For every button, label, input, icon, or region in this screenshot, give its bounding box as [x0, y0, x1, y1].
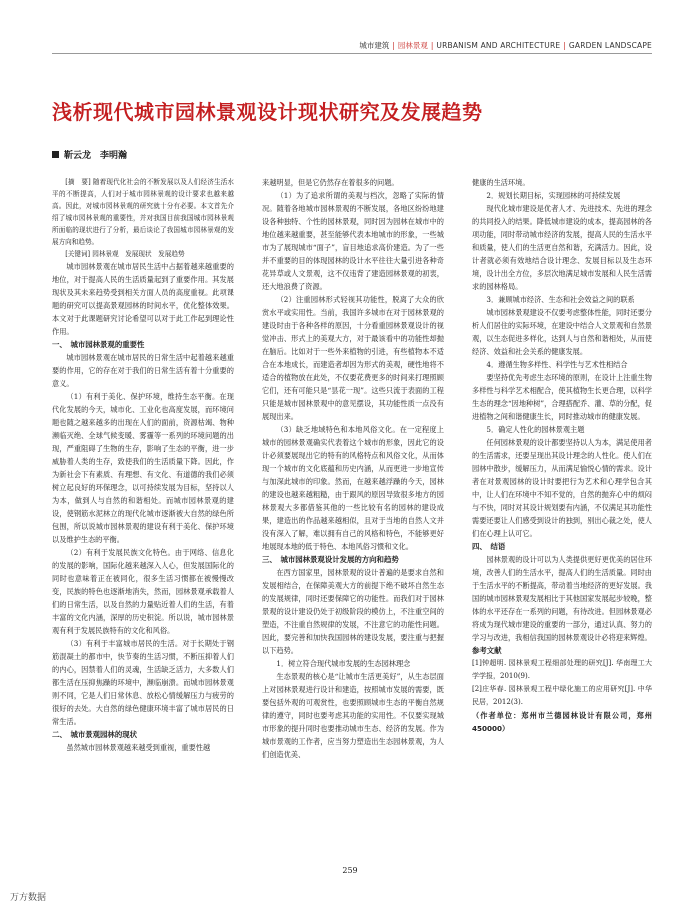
article-authors: [52, 148, 127, 161]
header-category-en-urban: URBANISM AND ARCHITECTURE: [436, 41, 561, 50]
paragraph: 任何园林景观的设计都要坚持以人为本，满足使用者的生活需求，还要呈现出其设计理念的人性化。使人们在园林中散步，缓解压力，从而满足愉悦心情的需求。设计者在对景观园林的设计时要把行为艺术和心理学包含其中，让人们在环境中不知不觉的，自然的抛弃心中的烦闷与不快，同时对其设计规划要有内涵，不仅满足其功能性需要还要让人们感受到设计的独到，别出心裁之处，使人们在心理上认可它。: [472, 438, 652, 538]
paragraph: 在西方国家里，园林景观的设计普遍的是要求自然和发展相结合，在保障美观大方的前提下绝不破坏自然生态的发展规律，同时还要保障它的功能性。而我们对于园林景观的设计建设仍处于初级阶段的模仿上，不注重空间的塑造，不注重自然规律的发展，不注意它的功能性问题。因此，要完善和加快我国园林的建设发展，要注重与把握以下趋势。: [262, 568, 444, 655]
reference-item: [1]钟超明. 园林景观工程细部处理的研究[J]. 华南理工大学学报，2010(9).: [472, 659, 652, 680]
paragraph: （3）缺乏地域特色和本地风俗文化。在一定程度上城市的园林景观确实代表着这个城市的形象，因此它的设计必须要展现出它的特有的风格特点和风俗文化，从而体现一个城市的文化底蕴和历史内涵，从而更进一步地宣传与加深此城市的印象。然而，在越来越浮躁的今天，园林的建设也越来越粗糙，由于跟风的原因导致很多地方的园林景观大多都借鉴其他的一些比较有名的园林的建设成果，建造出的作品越来越相似，且对于当地的自然人文并没有深入了解，难以拥有自己的风格和特色，不能够更好地展现本地的低于特色、本地风俗习惯和文化。: [262, 425, 444, 551]
running-header: [359, 40, 652, 51]
paragraph: 城市园林景观在城市居民生活中占据着越来越重要的地位，对于提高人民的生活质量起到了重要作用。其发展现状及其未来趋势受到相关方面人员的高度重视。此项课题的研究可以提高景观园林的时间水平，优化整体效果。本文对于此课题研究讨论希望可以对于此工作起到理论性作用。: [52, 262, 234, 336]
header-separator: |: [392, 41, 395, 50]
subsection-heading: 4．遵循生物多样性、科学性与艺术性相结合: [486, 360, 628, 369]
abstract-text: 随着现代化社会的不断发展以及人们经济生活水平的不断提高，人们对于城市园林景观的设计要求也越来越高。因此，对城市园林景观的研究就十分有必要。本文首先介绍了城市园林景观的重要性，并对我国目前我国城市园林景观所面临的现状进行了分析，最后谈论了我国城市园林景观的发展方向和趋势。: [52, 178, 234, 246]
header-category-en-garden: GARDEN LANDSCAPE: [568, 41, 652, 50]
author-names: 靳云龙 李明瀚: [64, 151, 128, 161]
section-heading: 三、 城市园林景观设计发展的方向和趋势: [262, 555, 399, 564]
subsection-heading: 2．规划长期目标，实现园林的可持续发展: [486, 191, 621, 200]
header-category-garden: 园林景观: [397, 41, 428, 50]
paragraph: 生态景观的核心是“让城市生活更美好”，从生态层面上对园林景观进行设计和建造，按照城市发展的需要，既要包括外观的可观赏性，也要照顾城市生态的平衡自然规律的遵守，同时也要考虑其功能的实用性。不仅要实现城市形象的提升同时也要推动城市生态、经济的发展。作为城市景观的工作者，应当努力塑造出生态园林景观，为人们创造优美、: [262, 672, 444, 759]
paragraph: 要坚持优先考虑生态环境的原则，在设计上注重生物多样性与科学艺术相配合，使其植物生长更合理，以科学生态的理念“因地种树”，合理搭配乔、灌、草的分配，促进植物之间和谐健康生长，同时推动城市的健康发展。: [472, 373, 652, 421]
section-heading: 二、 城市景观园林的现状: [52, 730, 137, 739]
paragraph: （3）有利于丰富城市居民的生活。对于长期处于钢筋混凝土的都市中，快节奏的生活习惯，不断压抑着人们的内心，因禁着人们的灵魂，生活缺乏活力，大多数人们都生活在压抑焦躁的环境中，濒临崩溃。而城市园林景观则不同，它是人们日常休息、放松心情缓解压力与疲劳的很好的去处。大自然的绿色健康环境丰富了城市居民的日常生活。: [52, 639, 234, 726]
abstract: [52, 176, 234, 248]
references-heading: 参考文献: [472, 646, 502, 655]
paragraph: （2）有利于发展民族文化特色。由于网络、信息化的发展的影响，国际化越来越深入人心，但发展国际化的同时也意味着正在被同化，很多生活习惯都在被慢慢改变，民族的特色也逐渐地消失，然而，园林景观承载着人们的日常生活，以及自然的力量贴近着人们的生活，有着丰富的文化内涵，深厚的历史积淀。所以说，城市园林景观有利于发展民族特有的文化和风俗。: [52, 548, 234, 635]
keywords-label: [关键词]: [65, 250, 91, 258]
paragraph: （1）有利于美化、保护环境，维持生态平衡。在现代化发展的今天，城市化、工业化也高度发展，而环境问题也随之越来越多的出现在人们的面前，资源枯竭、物种濒临灭绝、全球气候变暖、雾霾等一系列的环境问题的出现，严重阻碍了生物的生存，影响了生态的平衡，进一步威胁着人类的生存，致使我们的生活质量下降。因此，作为新社会下有素质、有理想、有文化、有道德的我们必须树立起良好的环保理念，以可持续发展为目标，坚持以人为本，做到人与自然的和谐相处。而城市园林景观的建设，使钢筋水泥林立的现代化城市逐渐被大自然的绿色所包围，所以说城市园林景观的建设有利于美化、保护环境以及维护生态的平衡。: [52, 392, 234, 544]
column-left: [52, 176, 234, 848]
paragraph: 虽然城市园林景观越来越受到重视，重要性越: [66, 743, 211, 752]
abstract-label: [摘 要]: [65, 178, 91, 186]
paragraph: 城市园林景观在城市居民的日常生活中起着越来越重要的作用，它的存在对于我们的日常生活有着十分重要的意义。: [52, 353, 234, 388]
subsection-heading: 1．树立符合现代城市发展的生态园林理念: [276, 659, 411, 668]
reference-item: [2]庄华春. 园林景观工程中绿化施工的应用研究[J]. 中华民居，2012(3).: [472, 685, 652, 706]
paragraph: 健康的生活环境。: [472, 178, 530, 187]
section-heading: 一、 城市园林景观的重要性: [52, 340, 145, 349]
keywords-text: 园林景观 发展现状 发展趋势: [92, 250, 185, 258]
column-right: [472, 176, 652, 848]
author-affiliation: （作者单位：郑州市兰德园林设计有限公司，郑州 450000）: [472, 711, 652, 733]
database-watermark: 万方数据: [10, 893, 47, 903]
paragraph: 现代化城市建设是优者人才、先进技术、先进的理念的共同投入的结果。降低城市建设的成本，提高园林的各项功能，同时带动城市经济的发展，提高人民的生活水平和质量，使人们的生活更自然和谐，充满活力。因此，设计者就必须有效地结合设计理念、发展目标以及生态环境，设计出全方位，多层次地满足城市发展和人民生活需求的园林格局。: [472, 204, 652, 291]
paragraph: 园林景观的设计可以为人类提供更好更优美的居住环境，改善人们的生活水平，提高人们的生活质量。同时由于生活水平的不断提高，带动着当地经济的更好发展。我国的城市园林景观发展相比于其他国家发展起步较晚，整体的水平还存在一系列的问题，有待改进。但园林景观必将成为现代城市建设的重要的一部分，通过认真、努力的学习与改进，我相信我国的园林景观设计必将迎来辉煌。: [472, 555, 652, 642]
paragraph: 城市园林景观建设不仅要考虑整体性能，同时还要分析人们居住的实际环境，在建设中结合人文景观和自然景观，以生态促进多样化，达到人与自然和谐相处，从而使经济、效益和社会关系的健康发展。: [472, 308, 652, 356]
column-middle: [262, 176, 444, 848]
subsection-heading: 3．兼顾城市经济、生态和社会效益之间的联系: [486, 295, 635, 304]
keywords: [52, 248, 234, 260]
header-category-urban: 城市建筑: [359, 41, 390, 50]
section-heading: 四、 结语: [472, 542, 506, 551]
paragraph: （2）注重园林形式轻视其功能性，脱离了大众的欣赏水平或实用性。当前，我国许多城市在对于园林景观的建设时由于各种各样的原因，十分看重园林景观设计的视觉冲击、形式上的美观大方，对于最该看中的功能性却抛在脑后。比如对于一些外来植物的引进，有些植物本不适合在本地成长，而建造者却因为形式的美观，硬性地将不适合的植物放在此处，不仅要花费更多的时间来打理照顾它们，还有可能只是“昙花一现”。这些只流于表面的工程只能是城市园林景观中的意见摆设，其功能性质一点没有展现出来。: [262, 295, 444, 421]
author-bullet-icon: [52, 151, 59, 158]
header-rule: [52, 53, 652, 54]
subsection-heading: 5．确定人性化的园林景观主题: [486, 425, 585, 434]
page-number: 259: [342, 866, 358, 875]
header-separator: |: [563, 41, 566, 50]
paragraph: （1）为了追求所谓的美观与档次，忽略了实际的情况。随着各地城市园林景观的不断发展，各地区纷纷地建设各种独特、个性的园林景观，同时因为园林在城市中的地位越来越重要，甚至能够代表本地城市的形象，一些城市为了展现城市“面子”，盲目地追求高价建造。为了一些并不重要的目的体现园林的设计水平往往大量引进各种奇花异草或人文景观，这不仅违背了建造园林景观的初衷，还大地浪费了资源。: [262, 191, 444, 291]
header-separator: |: [430, 41, 434, 50]
paragraph: 来越明显，但是它仍然存在着很多的问题。: [262, 178, 399, 187]
article-title: 浅析现代城市园林景观设计现状研究及发展趋势: [52, 100, 483, 124]
